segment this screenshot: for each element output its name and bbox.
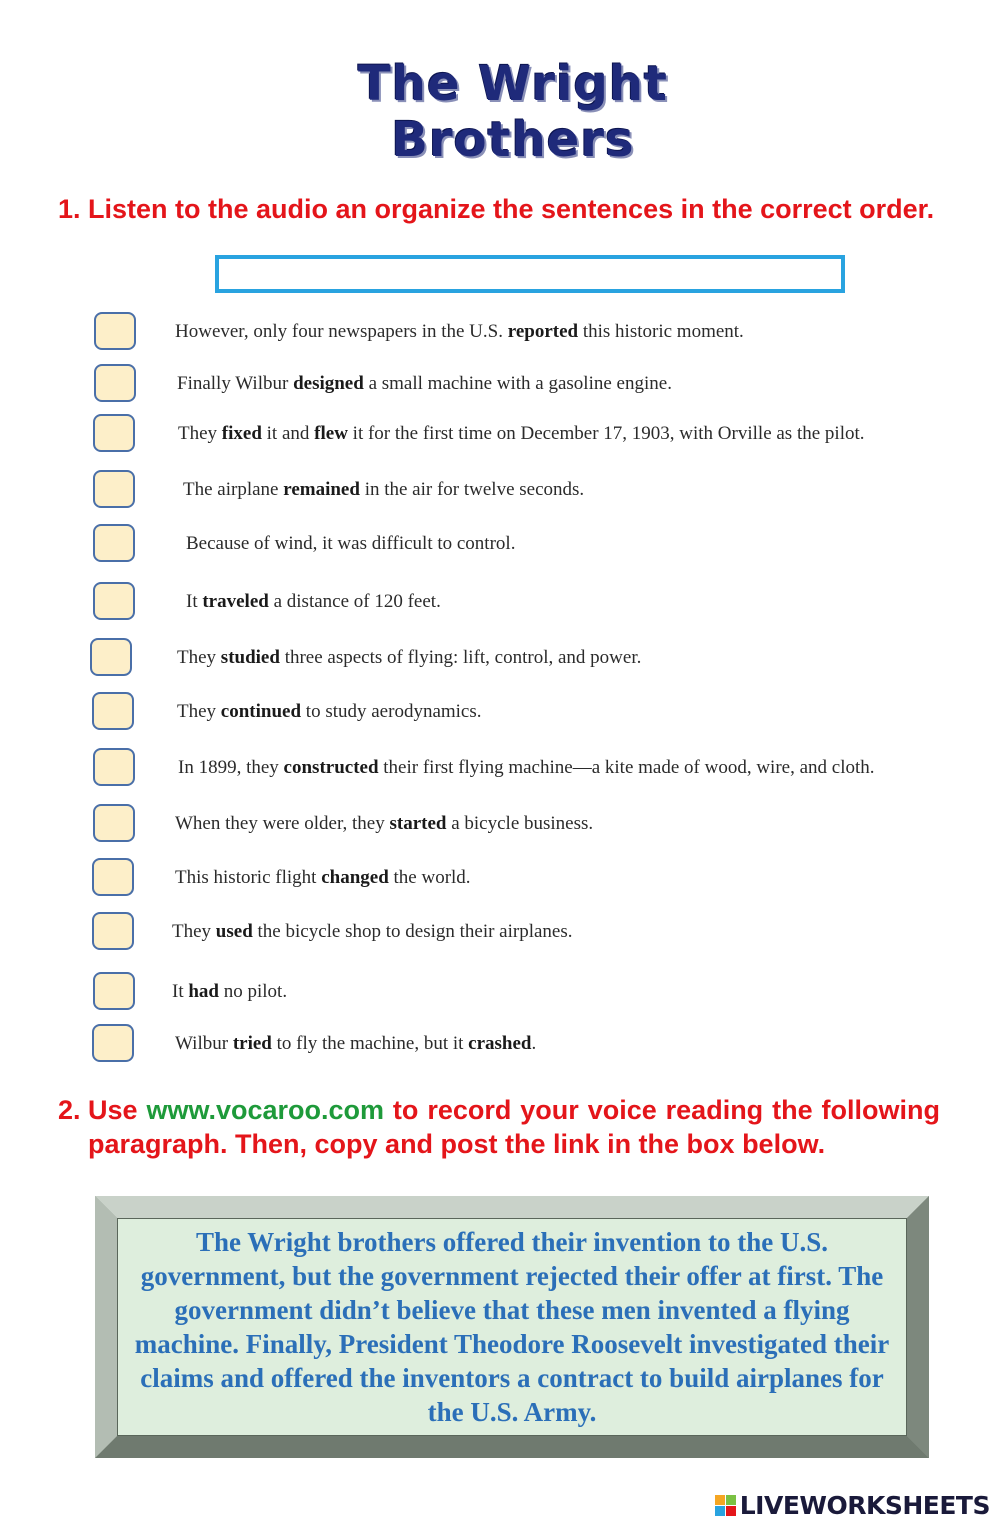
sentence-row	[0, 312, 1000, 356]
sentence-row	[0, 364, 1000, 408]
sentence-fragment: no pilot.	[219, 981, 288, 1002]
sentence-text	[177, 372, 672, 396]
footer-brand-text: LIVEWORKSHEETS	[739, 1490, 990, 1520]
sentence-fragment: it and	[261, 423, 315, 444]
sentence-fragment: In 1899, they	[178, 757, 284, 778]
logo-square	[726, 1506, 736, 1516]
sentence-fragment: The airplane	[183, 479, 284, 500]
sentence-verb: flew	[314, 423, 348, 444]
logo-square	[726, 1495, 736, 1505]
title-line-2: Brothers	[391, 112, 635, 168]
sentence-verb: traveled	[202, 591, 269, 612]
title-line-1: The Wright	[358, 56, 668, 112]
sentence-fragment: the world.	[388, 867, 471, 888]
reading-paragraph: The Wright brothers offered their invention to the U.S. government, but the government rejected their offer at first. The government didn’t believe that these men invented a flying machine. Finally, President Theodore Roosevelt investigated their claims and offered the inventors a contract to build airplanes for the U.S. Army.	[134, 1227, 890, 1427]
sentence-fragment: They	[178, 423, 222, 444]
sentence-row	[0, 638, 1000, 682]
order-number-box[interactable]	[94, 312, 136, 350]
logo-square	[715, 1506, 725, 1516]
sentence-text	[186, 532, 515, 556]
sentence-text	[178, 422, 865, 446]
sentence-verb: continued	[220, 701, 302, 722]
sentence-row	[0, 972, 1000, 1016]
sentence-verb: constructed	[283, 757, 379, 778]
sentence-fragment: They	[177, 647, 221, 668]
sentence-row	[0, 692, 1000, 736]
sentence-verb: studied	[220, 647, 280, 668]
order-number-box[interactable]	[93, 804, 135, 842]
sentence-fragment: to study aerodynamics.	[301, 701, 482, 722]
sentence-fragment: a small machine with a gasoline engine.	[363, 373, 672, 394]
sentence-verb: started	[389, 813, 447, 834]
sentence-text	[172, 980, 287, 1004]
sentence-row	[0, 414, 1000, 458]
sentence-row	[0, 582, 1000, 626]
order-number-box[interactable]	[92, 912, 134, 950]
sentence-verb: remained	[283, 479, 360, 500]
sentence-fragment: it for the first time on December 17, 1903, with Orville as the pilot.	[347, 423, 865, 444]
reading-paragraph-panel	[117, 1218, 907, 1436]
sentence-text	[186, 590, 441, 614]
sentence-text	[178, 756, 875, 780]
sentence-fragment: a bicycle business.	[446, 813, 594, 834]
order-number-box[interactable]	[93, 414, 135, 452]
question-2-text-after: to record your voice reading the following paragraph. Then, copy and post the link in the box below.	[88, 1095, 940, 1159]
sentence-fragment: It	[172, 981, 189, 1002]
question-1-text: Listen to the audio an organize the sentences in the correct order.	[88, 194, 935, 224]
sentence-fragment: Because of wind, it was difficult to control.	[186, 533, 516, 554]
sentence-fragment: This historic flight	[175, 867, 322, 888]
order-number-box[interactable]	[93, 470, 135, 508]
sentence-fragment: They	[177, 701, 221, 722]
worksheet-title	[333, 56, 693, 168]
sentence-row	[0, 524, 1000, 568]
sentence-row	[0, 804, 1000, 848]
sentence-row	[0, 748, 1000, 792]
sentence-fragment: a distance of 120 feet.	[268, 591, 441, 612]
order-number-box[interactable]	[90, 638, 132, 676]
liveworksheets-logo-icon	[715, 1495, 736, 1516]
sentence-row	[0, 912, 1000, 956]
sentence-fragment: They	[172, 921, 216, 942]
sentence-fragment: However, only four newspapers in the U.S.	[175, 321, 508, 342]
order-number-box[interactable]	[93, 972, 135, 1010]
sentence-fragment: It	[186, 591, 203, 612]
order-answer-input[interactable]	[215, 255, 845, 293]
sentence-verb: used	[215, 921, 253, 942]
question-2-text-before: Use	[88, 1095, 147, 1125]
order-number-box[interactable]	[92, 692, 134, 730]
order-number-box[interactable]	[93, 748, 135, 786]
order-number-box[interactable]	[92, 858, 134, 896]
sentence-verb: designed	[293, 373, 364, 394]
sentence-fragment: Wilbur	[175, 1033, 233, 1054]
sentence-text	[183, 478, 584, 502]
sentence-verb: reported	[507, 321, 579, 342]
question-2	[58, 1093, 940, 1161]
sentence-verb: crashed	[468, 1033, 532, 1054]
order-number-box[interactable]	[94, 364, 136, 402]
order-number-box[interactable]	[92, 1024, 134, 1062]
sentence-fragment: .	[531, 1033, 537, 1054]
reading-paragraph-frame	[95, 1196, 929, 1458]
sentence-text	[175, 1032, 536, 1056]
sentence-fragment: Finally Wilbur	[177, 373, 294, 394]
sentence-fragment: When they were older, they	[175, 813, 390, 834]
sentence-text	[177, 700, 482, 724]
sentence-verb: tried	[232, 1033, 272, 1054]
sentence-fragment: the bicycle shop to design their airplanes.	[252, 921, 573, 942]
sentence-row	[0, 858, 1000, 902]
sentence-verb: had	[188, 981, 219, 1002]
sentence-fragment: three aspects of flying: lift, control, and power.	[279, 647, 642, 668]
sentence-verb: fixed	[221, 423, 262, 444]
order-number-box[interactable]	[93, 582, 135, 620]
sentence-row	[0, 470, 1000, 514]
question-2-number: 2.	[58, 1095, 81, 1125]
sentence-fragment: in the air for twelve seconds.	[359, 479, 585, 500]
sentence-text	[175, 812, 593, 836]
sentence-fragment: to fly the machine, but it	[271, 1033, 469, 1054]
logo-square	[715, 1495, 725, 1505]
sentence-row	[0, 1024, 1000, 1068]
footer-brand	[715, 1490, 990, 1520]
sentence-text	[172, 920, 573, 944]
sentence-text	[175, 866, 471, 890]
sentence-fragment: their first flying machine—a kite made of wood, wire, and cloth.	[378, 757, 875, 778]
question-1-number: 1.	[58, 194, 81, 224]
question-2-text	[88, 1093, 940, 1161]
question-1	[58, 192, 940, 226]
sentence-fragment: this historic moment.	[578, 321, 744, 342]
sentence-verb: changed	[321, 867, 389, 888]
order-number-box[interactable]	[93, 524, 135, 562]
sentence-text	[175, 320, 744, 344]
vocaroo-link[interactable]: www.vocaroo.com	[146, 1095, 385, 1125]
sentence-text	[177, 646, 641, 670]
